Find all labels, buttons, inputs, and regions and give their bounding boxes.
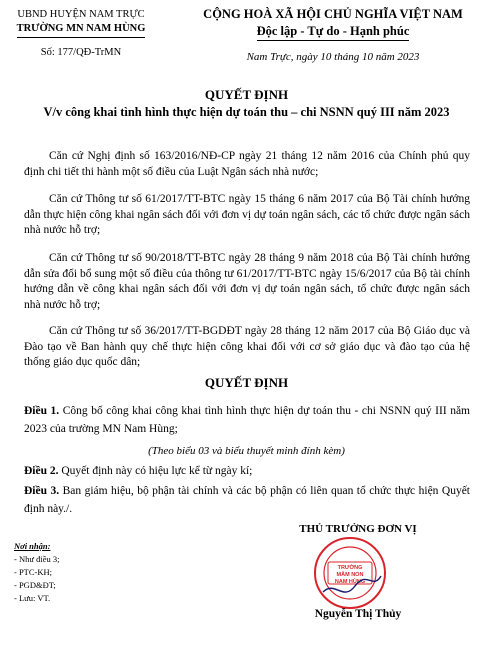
article-2-label: Điều 2.	[24, 465, 59, 477]
svg-text:TRƯỜNG: TRƯỜNG	[337, 565, 363, 571]
document-subject: V/v công khai tình hình thực hiện dự toán thu – chi NSNN quý III năm 2023	[43, 105, 450, 119]
article-1-label: Điều 1.	[24, 405, 60, 417]
recipient-item: - PGD&ĐT;	[14, 580, 56, 590]
legal-basis-1: Căn cứ Nghị định số 163/2016/NĐ-CP ngày 21 tháng 12 năm 2016 của Chính phủ quy định chi tiết thi hành một số điều của Luật Ngân sách nhà nước;	[24, 150, 470, 178]
document-number: Số: 177/QĐ-TrMN	[40, 47, 122, 58]
article-1	[24, 402, 470, 438]
authority-name: UBND HUYỆN NAM TRỰC	[17, 9, 145, 20]
recipient-item: - Lưu: VT.	[14, 593, 51, 603]
decision-heading: QUYẾT ĐỊNH	[204, 375, 289, 390]
recipients-label: Nơi nhận:	[14, 541, 51, 551]
svg-text:MẦM NON: MẦM NON	[336, 572, 364, 578]
article-3-label: Điều 3.	[24, 485, 60, 497]
recipients-block	[14, 540, 59, 605]
legal-basis-2: Căn cứ Thông tư số 61/2017/TT-BTC ngày 15 tháng 6 năm 2017 của Bộ Tài chính hướng dẫn thực hiện công khai ngân sách đối với đơn vị dự toán ngân sách, các tổ chức được ngân sách nhà nước hỗ trợ;	[24, 193, 470, 236]
document-title: QUYẾT ĐỊNH	[204, 87, 289, 102]
svg-text:NAM HÙNG: NAM HÙNG	[334, 579, 366, 585]
country-name: CỘNG HOÀ XÃ HỘI CHỦ NGHĨA VIỆT NAM	[203, 7, 463, 21]
recipient-item: - PTC-KH;	[14, 567, 53, 577]
attachment-note: (Theo biểu 03 và biểu thuyết minh đính kèm)	[148, 445, 345, 457]
issuer-block	[10, 8, 152, 60]
official-seal-icon	[313, 536, 387, 610]
school-name: TRƯỜNG MN NAM HÙNG	[17, 22, 146, 38]
article-3	[24, 482, 470, 518]
legal-basis-4: Căn cứ Thông tư số 36/2017/TT-BGDĐT ngày 28 tháng 12 năm 2017 của Bộ Giáo dục và Đào tạo về Ban hành quy chế thực hiện công khai đối với cơ sở giáo dục và đào tạo của hệ thống giáo dục quốc dân;	[24, 325, 470, 368]
signatory-title: THỦ TRƯỞNG ĐƠN VỊ	[299, 523, 417, 535]
recipient-item: - Như điều 3;	[14, 554, 60, 564]
article-2	[24, 462, 470, 480]
national-motto: Độc lập - Tự do - Hạnh phúc	[257, 23, 410, 41]
signatory-name: Nguyễn Thị Thủy	[314, 608, 402, 620]
article-3-text: Ban giám hiệu, bộ phận tài chính và các bộ phận có liên quan tổ chức thực hiện Quyết định này./.	[24, 485, 471, 515]
place-date: Nam Trực, ngày 10 tháng 10 năm 2023	[246, 51, 420, 63]
national-heading	[178, 6, 488, 63]
article-1-text: Công bố công khai công khai tình hình thực hiện dự toán thu - chi NSNN quý III năm 2023 của trường MN Nam Hùng;	[24, 405, 471, 435]
legal-basis-3: Căn cứ Thông tư số 90/2018/TT-BTC ngày 28 tháng 9 năm 2018 của Bộ Tài chính hướng dẫn sửa đổi bổ sung một số điều của thông tư 61/2017/TT-BTC ngày 15/6/2017 của Bộ tài chính hướng dẫn về công khai ngân sách đối với đơn vị dự toán ngân sách, tổ chức được ngân sách nhà nước hỗ trợ;	[24, 252, 470, 311]
article-2-text: Quyết định này có hiệu lực kể từ ngày kí;	[58, 465, 253, 477]
